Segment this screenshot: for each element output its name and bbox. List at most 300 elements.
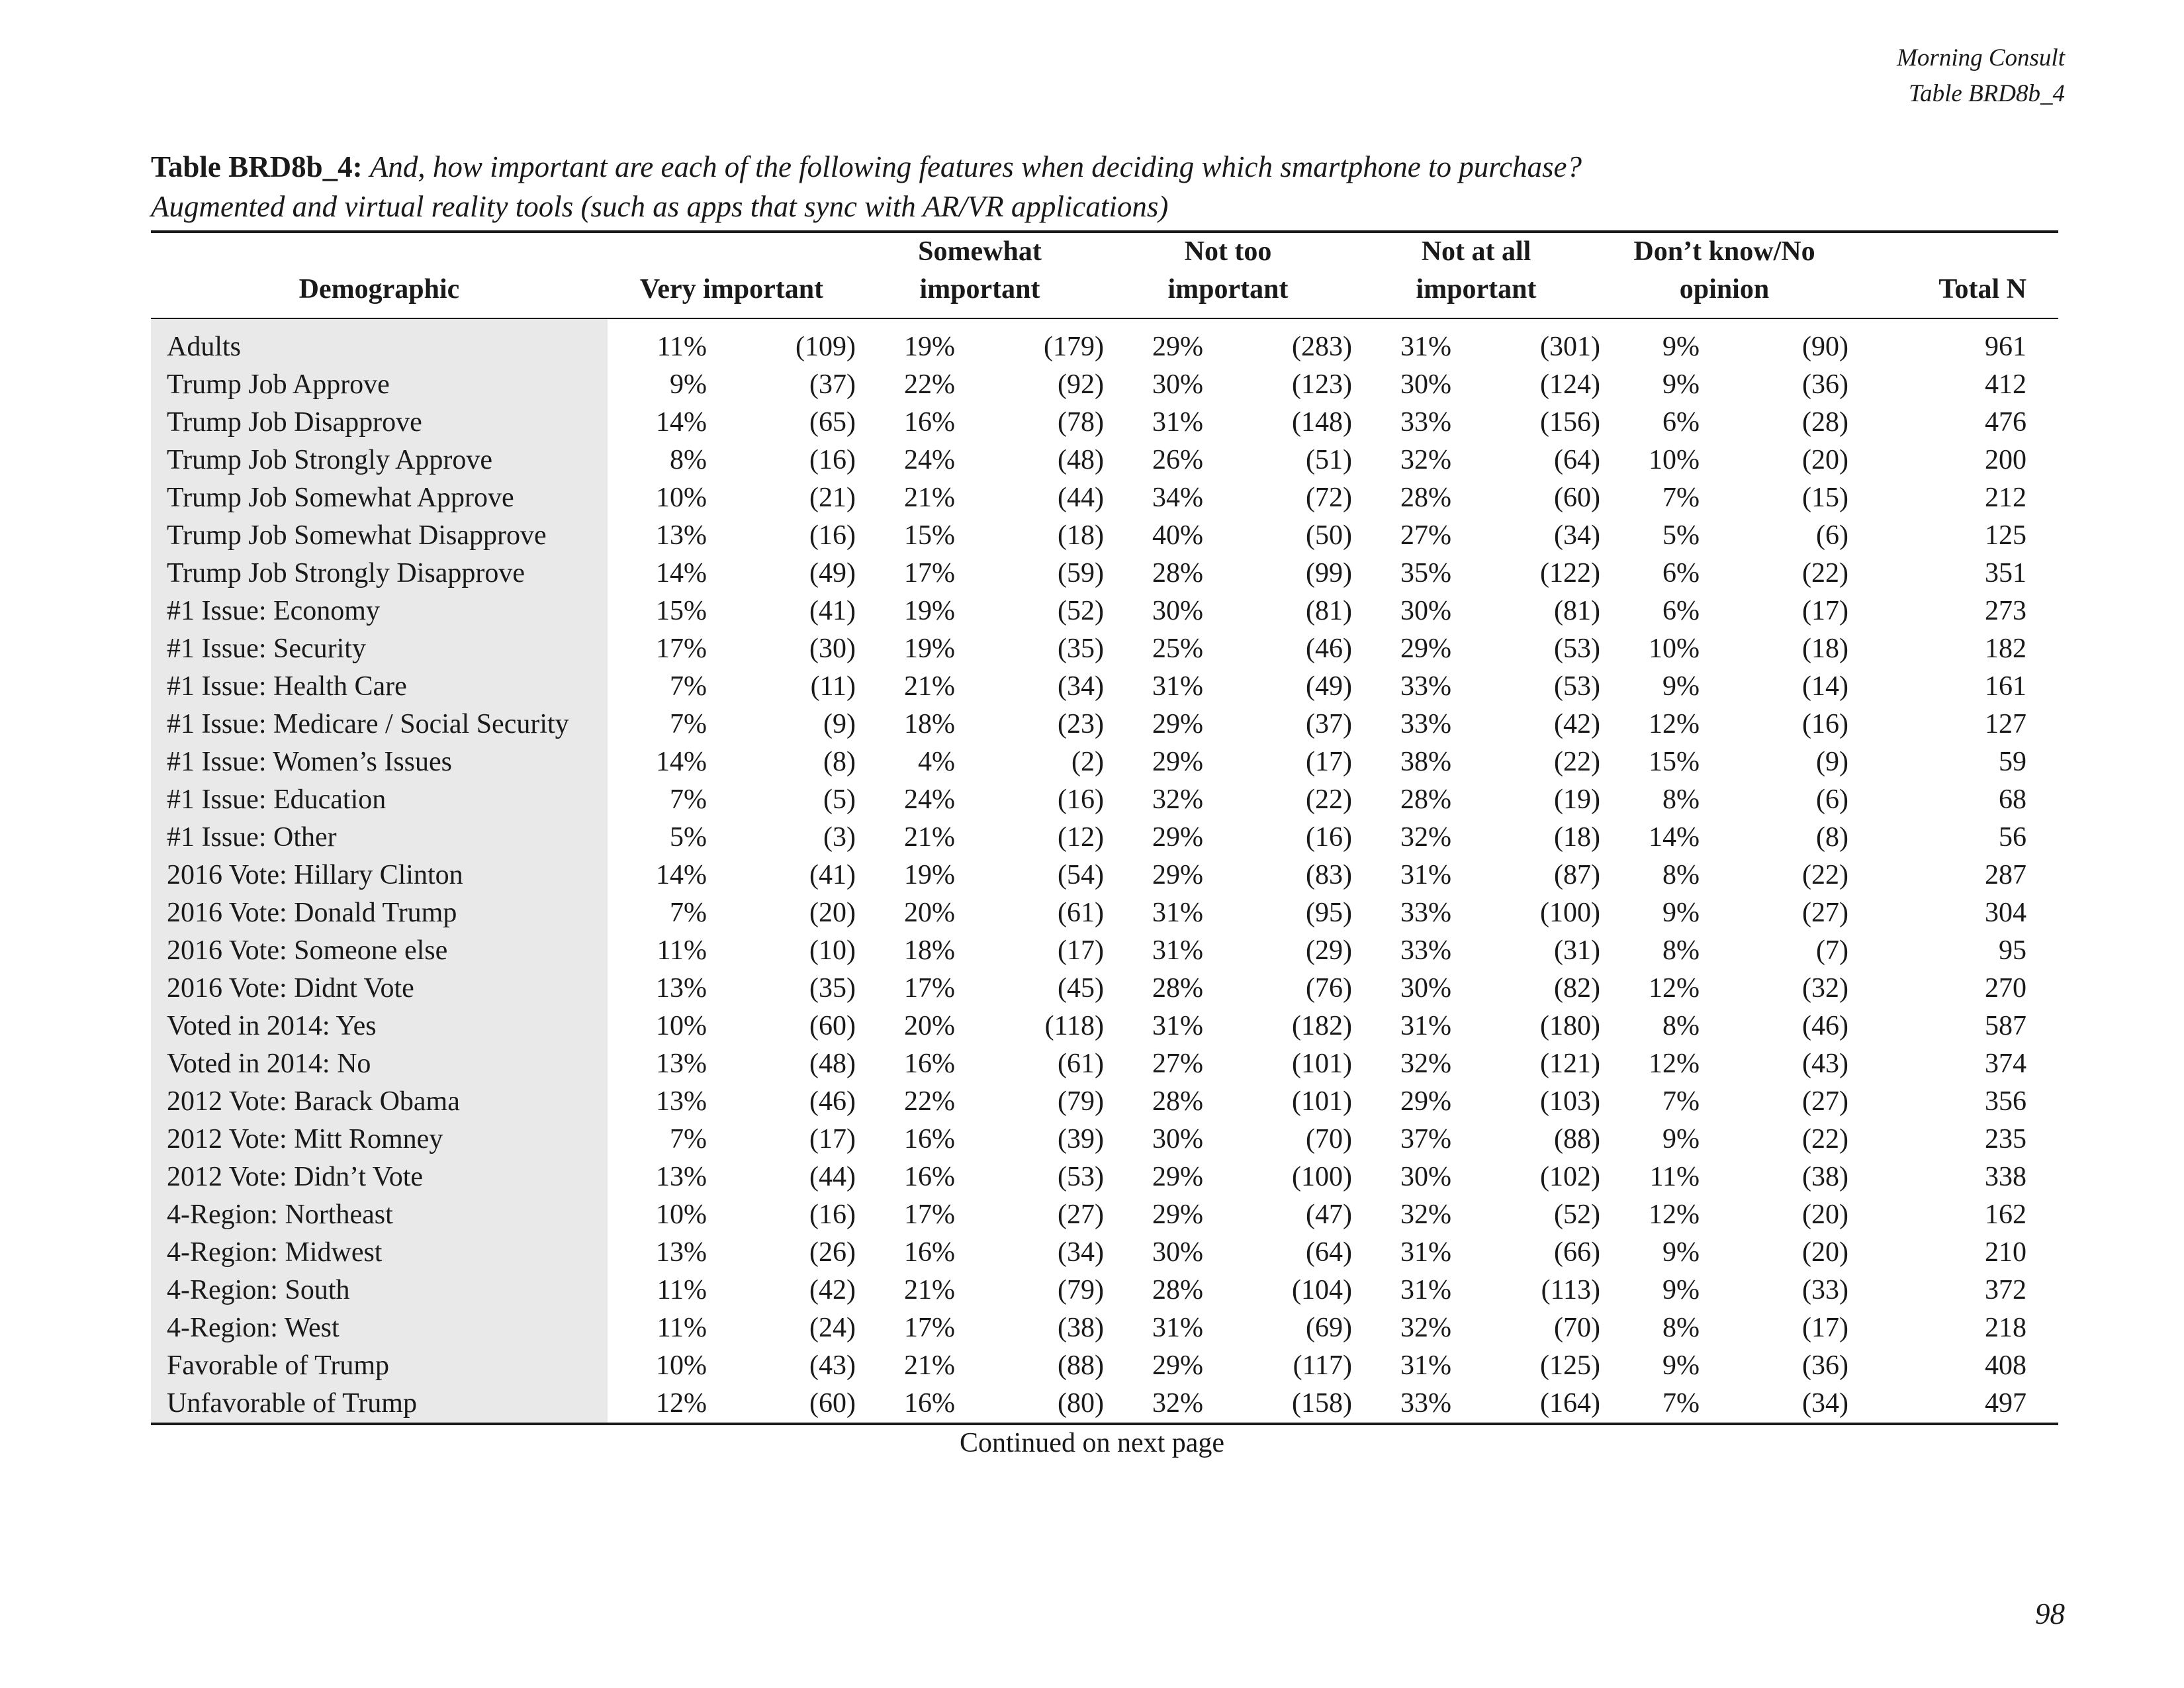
percent-cell: 40% (1152, 520, 1204, 551)
count-cell: (78) (1058, 407, 1105, 438)
count-cell: (14) (1802, 671, 1849, 702)
percent-cell: 30% (1400, 973, 1452, 1004)
total-n-cell: 587 (1985, 1011, 2027, 1041)
percent-cell: 10% (656, 483, 707, 513)
percent-cell: 10% (1649, 633, 1700, 664)
row-label: Favorable of Trump (151, 1347, 608, 1385)
table-row (151, 970, 2058, 1008)
percent-cell: 10% (656, 1350, 707, 1381)
count-cell: (125) (1540, 1350, 1601, 1381)
count-cell: (27) (1802, 1086, 1849, 1117)
percent-cell: 18% (904, 709, 955, 739)
percent-cell: 14% (656, 407, 707, 438)
percent-cell: 29% (1400, 1086, 1452, 1117)
percent-cell: 32% (1400, 1199, 1452, 1230)
percent-cell: 31% (1152, 407, 1204, 438)
count-cell: (18) (1058, 520, 1105, 551)
row-label: Voted in 2014: No (151, 1045, 608, 1083)
percent-cell: 16% (904, 1162, 955, 1192)
count-cell: (156) (1540, 407, 1601, 438)
count-cell: (21) (809, 483, 856, 513)
percent-cell: 17% (656, 633, 707, 664)
percent-cell: 21% (904, 483, 955, 513)
row-label: #1 Issue: Women’s Issues (151, 743, 608, 781)
percent-cell: 28% (1400, 483, 1452, 513)
row-label: Trump Job Approve (151, 366, 608, 404)
percent-cell: 9% (670, 369, 707, 400)
count-cell: (16) (1802, 709, 1849, 739)
count-cell: (64) (1306, 1237, 1353, 1268)
percent-cell: 21% (904, 822, 955, 853)
count-cell: (81) (1554, 596, 1601, 626)
total-n-cell: 273 (1985, 596, 2027, 626)
percent-cell: 6% (1662, 596, 1700, 626)
count-cell: (16) (809, 520, 856, 551)
total-n-cell: 356 (1985, 1086, 2027, 1117)
total-n-cell: 210 (1985, 1237, 2027, 1268)
spacer-cell (707, 318, 856, 328)
count-cell: (82) (1554, 973, 1601, 1004)
count-cell: (34) (1700, 1385, 1848, 1424)
percent-cell: 32% (1400, 822, 1452, 853)
percent-cell: 20% (904, 1011, 955, 1041)
percent-cell: 29% (1152, 1350, 1204, 1381)
percent-cell: 10% (656, 1199, 707, 1230)
count-cell: (43) (809, 1350, 856, 1381)
count-cell: (20) (1802, 1237, 1849, 1268)
total-n-cell: 374 (1985, 1049, 2027, 1079)
table-row (151, 932, 2058, 970)
percent-cell: 32% (1400, 445, 1452, 475)
count-cell: (38) (1802, 1162, 1849, 1192)
percent-cell: 30% (1400, 369, 1452, 400)
percent-cell: 28% (1152, 973, 1204, 1004)
count-cell: (43) (1802, 1049, 1849, 1079)
count-cell: (29) (1306, 935, 1353, 966)
count-cell: (101) (1292, 1086, 1353, 1117)
row-label: Trump Job Somewhat Approve (151, 479, 608, 517)
row-label: Trump Job Strongly Approve (151, 442, 608, 479)
row-label: #1 Issue: Health Care (151, 668, 608, 706)
percent-cell: 16% (904, 1237, 955, 1268)
percent-cell: 30% (1152, 1124, 1204, 1154)
col-header-somewhat-important: Somewhat important (918, 236, 1042, 305)
percent-cell: 9% (1662, 1237, 1700, 1268)
total-n-cell: 408 (1985, 1350, 2027, 1381)
row-label: 2016 Vote: Hillary Clinton (151, 857, 608, 894)
percent-cell: 13% (656, 520, 707, 551)
percent-cell: 28% (1152, 558, 1204, 588)
count-cell: (103) (1540, 1086, 1601, 1117)
spacer-cell (1600, 318, 1700, 328)
count-cell: (20) (1802, 445, 1849, 475)
row-label: #1 Issue: Security (151, 630, 608, 668)
count-cell: (66) (1554, 1237, 1601, 1268)
percent-cell: 14% (1649, 822, 1700, 853)
total-n-cell: 56 (1999, 822, 2027, 853)
count-cell: (48) (809, 1049, 856, 1079)
percent-cell: 29% (1152, 709, 1204, 739)
table-spacer-row (151, 318, 2058, 328)
count-cell: (61) (1058, 898, 1105, 928)
percent-cell: 27% (1152, 1049, 1204, 1079)
table-row (151, 1347, 2058, 1385)
percent-cell: 5% (670, 822, 707, 853)
row-label: #1 Issue: Other (151, 819, 608, 857)
percent-cell: 29% (1152, 822, 1204, 853)
count-cell: (17) (1306, 747, 1353, 777)
row-label: #1 Issue: Economy (151, 592, 608, 630)
percent-cell: 26% (1152, 445, 1204, 475)
percent-cell: 7% (670, 671, 707, 702)
total-n-cell: 200 (1985, 445, 2027, 475)
count-cell: (47) (1306, 1199, 1353, 1230)
table-row (151, 894, 2058, 932)
percent-cell: 11% (657, 935, 707, 966)
table-row (151, 479, 2058, 517)
count-cell: (20) (1802, 1199, 1849, 1230)
percent-cell: 20% (904, 898, 955, 928)
count-cell: (18) (1802, 633, 1849, 664)
table-row (151, 819, 2058, 857)
count-cell: (164) (1451, 1385, 1600, 1424)
page-number: 98 (2035, 1597, 2065, 1630)
count-cell: (81) (1306, 596, 1353, 626)
row-label: Unfavorable of Trump (151, 1385, 608, 1424)
percent-cell: 7% (670, 784, 707, 815)
table-row (151, 328, 2058, 366)
count-cell: (3) (823, 822, 856, 853)
percent-cell: 33% (1400, 407, 1452, 438)
percent-cell: 19% (904, 332, 955, 362)
percent-cell: 19% (904, 596, 955, 626)
percent-cell: 33% (1400, 671, 1452, 702)
spacer-cell (151, 318, 608, 328)
spacer-cell (1848, 318, 2058, 328)
percent-cell: 31% (1400, 1237, 1452, 1268)
table-row (151, 857, 2058, 894)
percent-cell: 8% (1662, 935, 1700, 966)
count-cell: (35) (809, 973, 856, 1004)
total-n-cell: 412 (1985, 369, 2027, 400)
percent-cell: 16% (904, 1049, 955, 1079)
percent-cell: 29% (1152, 747, 1204, 777)
count-cell: (69) (1306, 1313, 1353, 1343)
percent-cell: 33% (1400, 898, 1452, 928)
count-cell: (34) (1058, 1237, 1105, 1268)
percent-cell: 8% (1662, 1313, 1700, 1343)
count-cell: (17) (1802, 596, 1849, 626)
count-cell: (17) (809, 1124, 856, 1154)
count-cell: (52) (1554, 1199, 1601, 1230)
percent-cell: 29% (1400, 633, 1452, 664)
count-cell: (121) (1540, 1049, 1601, 1079)
question-text: And, how important are each of the following features when deciding which smartphone to purchase? (369, 150, 1582, 183)
count-cell: (32) (1802, 973, 1849, 1004)
total-n-cell: 351 (1985, 558, 2027, 588)
percent-cell: 10% (1649, 445, 1700, 475)
percent-cell: 27% (1400, 520, 1452, 551)
percent-cell: 12% (1649, 1199, 1700, 1230)
count-cell: (104) (1292, 1275, 1353, 1305)
count-cell: (45) (1058, 973, 1105, 1004)
percent-cell: 29% (1152, 860, 1204, 890)
row-label: 4-Region: Northeast (151, 1196, 608, 1234)
count-cell: (41) (809, 596, 856, 626)
table-row (151, 1272, 2058, 1309)
col-header-total-n: Total N (1938, 274, 2027, 305)
total-n-cell: 270 (1985, 973, 2027, 1004)
percent-cell: 8% (1662, 860, 1700, 890)
count-cell: (53) (1554, 633, 1601, 664)
count-cell: (122) (1540, 558, 1601, 588)
percent-cell: 16% (904, 1124, 955, 1154)
count-cell: (9) (1816, 747, 1849, 777)
count-cell: (36) (1802, 369, 1849, 400)
percent-cell: 33% (1400, 709, 1452, 739)
percent-cell: 4% (918, 747, 955, 777)
percent-cell: 31% (1400, 860, 1452, 890)
count-cell: (283) (1292, 332, 1353, 362)
count-cell: (27) (1802, 898, 1849, 928)
count-cell: (83) (1306, 860, 1353, 890)
row-label: Trump Job Disapprove (151, 404, 608, 442)
table-subtitle: Augmented and virtual reality tools (such as apps that sync with AR/VR applications) (151, 190, 1169, 223)
percent-cell: 30% (1152, 596, 1204, 626)
total-n-cell: 162 (1985, 1199, 2027, 1230)
percent-cell: 31% (1400, 1350, 1452, 1381)
row-label: #1 Issue: Education (151, 781, 608, 819)
count-cell: (26) (809, 1237, 856, 1268)
percent-cell: 17% (904, 558, 955, 588)
count-cell: (90) (1802, 332, 1849, 362)
table-row (151, 706, 2058, 743)
row-label: Trump Job Strongly Disapprove (151, 555, 608, 592)
percent-cell: 19% (904, 633, 955, 664)
percent-cell: 31% (1152, 898, 1204, 928)
table-row (151, 442, 2058, 479)
count-cell: (59) (1058, 558, 1105, 588)
count-cell: (182) (1292, 1011, 1353, 1041)
count-cell: (79) (1058, 1275, 1105, 1305)
table-row (151, 1083, 2058, 1121)
count-cell: (113) (1541, 1275, 1601, 1305)
percent-cell: 7% (1662, 483, 1700, 513)
percent-cell: 11% (657, 1275, 707, 1305)
count-cell: (72) (1306, 483, 1353, 513)
count-cell: (101) (1292, 1049, 1353, 1079)
percent-cell: 35% (1400, 558, 1452, 588)
count-cell: (9) (823, 709, 856, 739)
count-cell: (6) (1816, 520, 1849, 551)
percent-cell: 28% (1152, 1275, 1204, 1305)
count-cell: (2) (1071, 747, 1105, 777)
total-n-cell: 212 (1985, 483, 2027, 513)
total-n-cell: 161 (1985, 671, 2027, 702)
percent-cell: 31% (1400, 1011, 1452, 1041)
percent-cell: 16% (904, 407, 955, 438)
percent-cell: 28% (1400, 784, 1452, 815)
percent-cell: 17% (904, 973, 955, 1004)
row-label: 4-Region: West (151, 1309, 608, 1347)
count-cell: (123) (1292, 369, 1353, 400)
percent-cell: 16% (856, 1385, 955, 1424)
count-cell: (87) (1554, 860, 1601, 890)
count-cell: (19) (1554, 784, 1601, 815)
percent-cell: 14% (656, 558, 707, 588)
percent-cell: 32% (1400, 1049, 1452, 1079)
count-cell: (100) (1292, 1162, 1353, 1192)
count-cell: (38) (1058, 1313, 1105, 1343)
percent-cell: 32% (1104, 1385, 1203, 1424)
table-row (151, 1309, 2058, 1347)
count-cell: (22) (1554, 747, 1601, 777)
table-title (151, 147, 2057, 226)
percent-cell: 31% (1152, 671, 1204, 702)
percent-cell: 8% (670, 445, 707, 475)
percent-cell: 30% (1400, 1162, 1452, 1192)
percent-cell: 37% (1400, 1124, 1452, 1154)
percent-cell: 14% (656, 860, 707, 890)
count-cell: (34) (1554, 520, 1601, 551)
count-cell: (49) (1306, 671, 1353, 702)
spacer-cell (1352, 318, 1451, 328)
percent-cell: 8% (1662, 784, 1700, 815)
percent-cell: 17% (904, 1199, 955, 1230)
count-cell: (31) (1554, 935, 1601, 966)
count-cell: (17) (1058, 935, 1105, 966)
count-cell: (95) (1306, 898, 1353, 928)
row-label: 2016 Vote: Someone else (151, 932, 608, 970)
percent-cell: 18% (904, 935, 955, 966)
count-cell: (102) (1540, 1162, 1601, 1192)
continued-note: Continued on next page (959, 1428, 1225, 1458)
row-label: 4-Region: Midwest (151, 1234, 608, 1272)
col-header-demographic: Demographic (298, 274, 460, 305)
count-cell: (80) (955, 1385, 1104, 1424)
count-cell: (44) (1058, 483, 1105, 513)
percent-cell: 17% (904, 1313, 955, 1343)
count-cell: (22) (1802, 860, 1849, 890)
percent-cell: 11% (1649, 1162, 1700, 1192)
count-cell: (148) (1292, 407, 1353, 438)
percent-cell: 25% (1152, 633, 1204, 664)
total-n-cell: 95 (1999, 935, 2027, 966)
table-header (151, 232, 2058, 318)
count-cell: (30) (809, 633, 856, 664)
count-cell: (99) (1306, 558, 1353, 588)
total-n-cell: 372 (1985, 1275, 2027, 1305)
percent-cell: 11% (657, 332, 707, 362)
count-cell: (22) (1306, 784, 1353, 815)
percent-cell: 30% (1400, 596, 1452, 626)
count-cell: (33) (1802, 1275, 1849, 1305)
count-cell: (41) (809, 860, 856, 890)
count-cell: (27) (1058, 1199, 1105, 1230)
count-cell: (118) (1044, 1011, 1105, 1041)
count-cell: (46) (1802, 1011, 1849, 1041)
count-cell: (35) (1058, 633, 1105, 664)
count-cell: (7) (1816, 935, 1849, 966)
count-cell: (70) (1306, 1124, 1353, 1154)
table-row (151, 630, 2058, 668)
table-row (151, 1008, 2058, 1045)
percent-cell: 12% (1649, 709, 1700, 739)
count-cell: (5) (823, 784, 856, 815)
percent-cell: 8% (1662, 1011, 1700, 1041)
percent-cell: 30% (1152, 1237, 1204, 1268)
count-cell: (11) (810, 671, 856, 702)
col-header-not-too-important: Not too important (1167, 236, 1289, 305)
count-cell: (16) (1058, 784, 1105, 815)
count-cell: (54) (1058, 860, 1105, 890)
count-cell: (50) (1306, 520, 1353, 551)
percent-cell: 31% (1152, 935, 1204, 966)
count-cell: (44) (809, 1162, 856, 1192)
percent-cell: 15% (656, 596, 707, 626)
count-cell: (18) (1554, 822, 1601, 853)
percent-cell: 7% (1600, 1385, 1700, 1424)
crosstab-table (151, 230, 2058, 1425)
percent-cell: 34% (1152, 483, 1204, 513)
count-cell: (12) (1058, 822, 1105, 853)
table-row (151, 1121, 2058, 1158)
row-label: 2016 Vote: Didnt Vote (151, 970, 608, 1008)
count-cell: (117) (1293, 1350, 1353, 1381)
count-cell: (76) (1306, 973, 1353, 1004)
count-cell: (10) (809, 935, 856, 966)
count-cell: (48) (1058, 445, 1105, 475)
count-cell: (28) (1802, 407, 1849, 438)
percent-cell: 33% (1400, 935, 1452, 966)
count-cell: (124) (1540, 369, 1601, 400)
count-cell: (17) (1802, 1313, 1849, 1343)
percent-cell: 31% (1152, 1011, 1204, 1041)
total-n-cell: 68 (1999, 784, 2027, 815)
table-row (151, 592, 2058, 630)
percent-cell: 21% (904, 1275, 955, 1305)
count-cell: (88) (1554, 1124, 1601, 1154)
count-cell: (34) (1058, 671, 1105, 702)
percent-cell: 10% (656, 1011, 707, 1041)
count-cell: (16) (809, 1199, 856, 1230)
percent-cell: 28% (1152, 1086, 1204, 1117)
table-row (151, 404, 2058, 442)
percent-cell: 7% (670, 709, 707, 739)
count-cell: (60) (707, 1385, 856, 1424)
col-header-not-at-all-important: Not at all important (1416, 236, 1537, 305)
percent-cell: 19% (904, 860, 955, 890)
percent-cell: 22% (904, 1086, 955, 1117)
count-cell: (92) (1058, 369, 1105, 400)
row-label: 4-Region: South (151, 1272, 608, 1309)
spacer-cell (1700, 318, 1848, 328)
count-cell: (16) (809, 445, 856, 475)
percent-cell: 24% (904, 784, 955, 815)
spacer-cell (955, 318, 1104, 328)
percent-cell: 13% (656, 973, 707, 1004)
table-row (151, 668, 2058, 706)
row-label: 2012 Vote: Mitt Romney (151, 1121, 608, 1158)
count-cell: (60) (1554, 483, 1601, 513)
spacer-cell (1451, 318, 1600, 328)
spacer-cell (1203, 318, 1352, 328)
table-row (151, 555, 2058, 592)
crosstab-table-wrapper (151, 230, 2058, 1425)
percent-cell: 7% (670, 898, 707, 928)
percent-cell: 9% (1662, 1350, 1700, 1381)
percent-cell: 15% (904, 520, 955, 551)
